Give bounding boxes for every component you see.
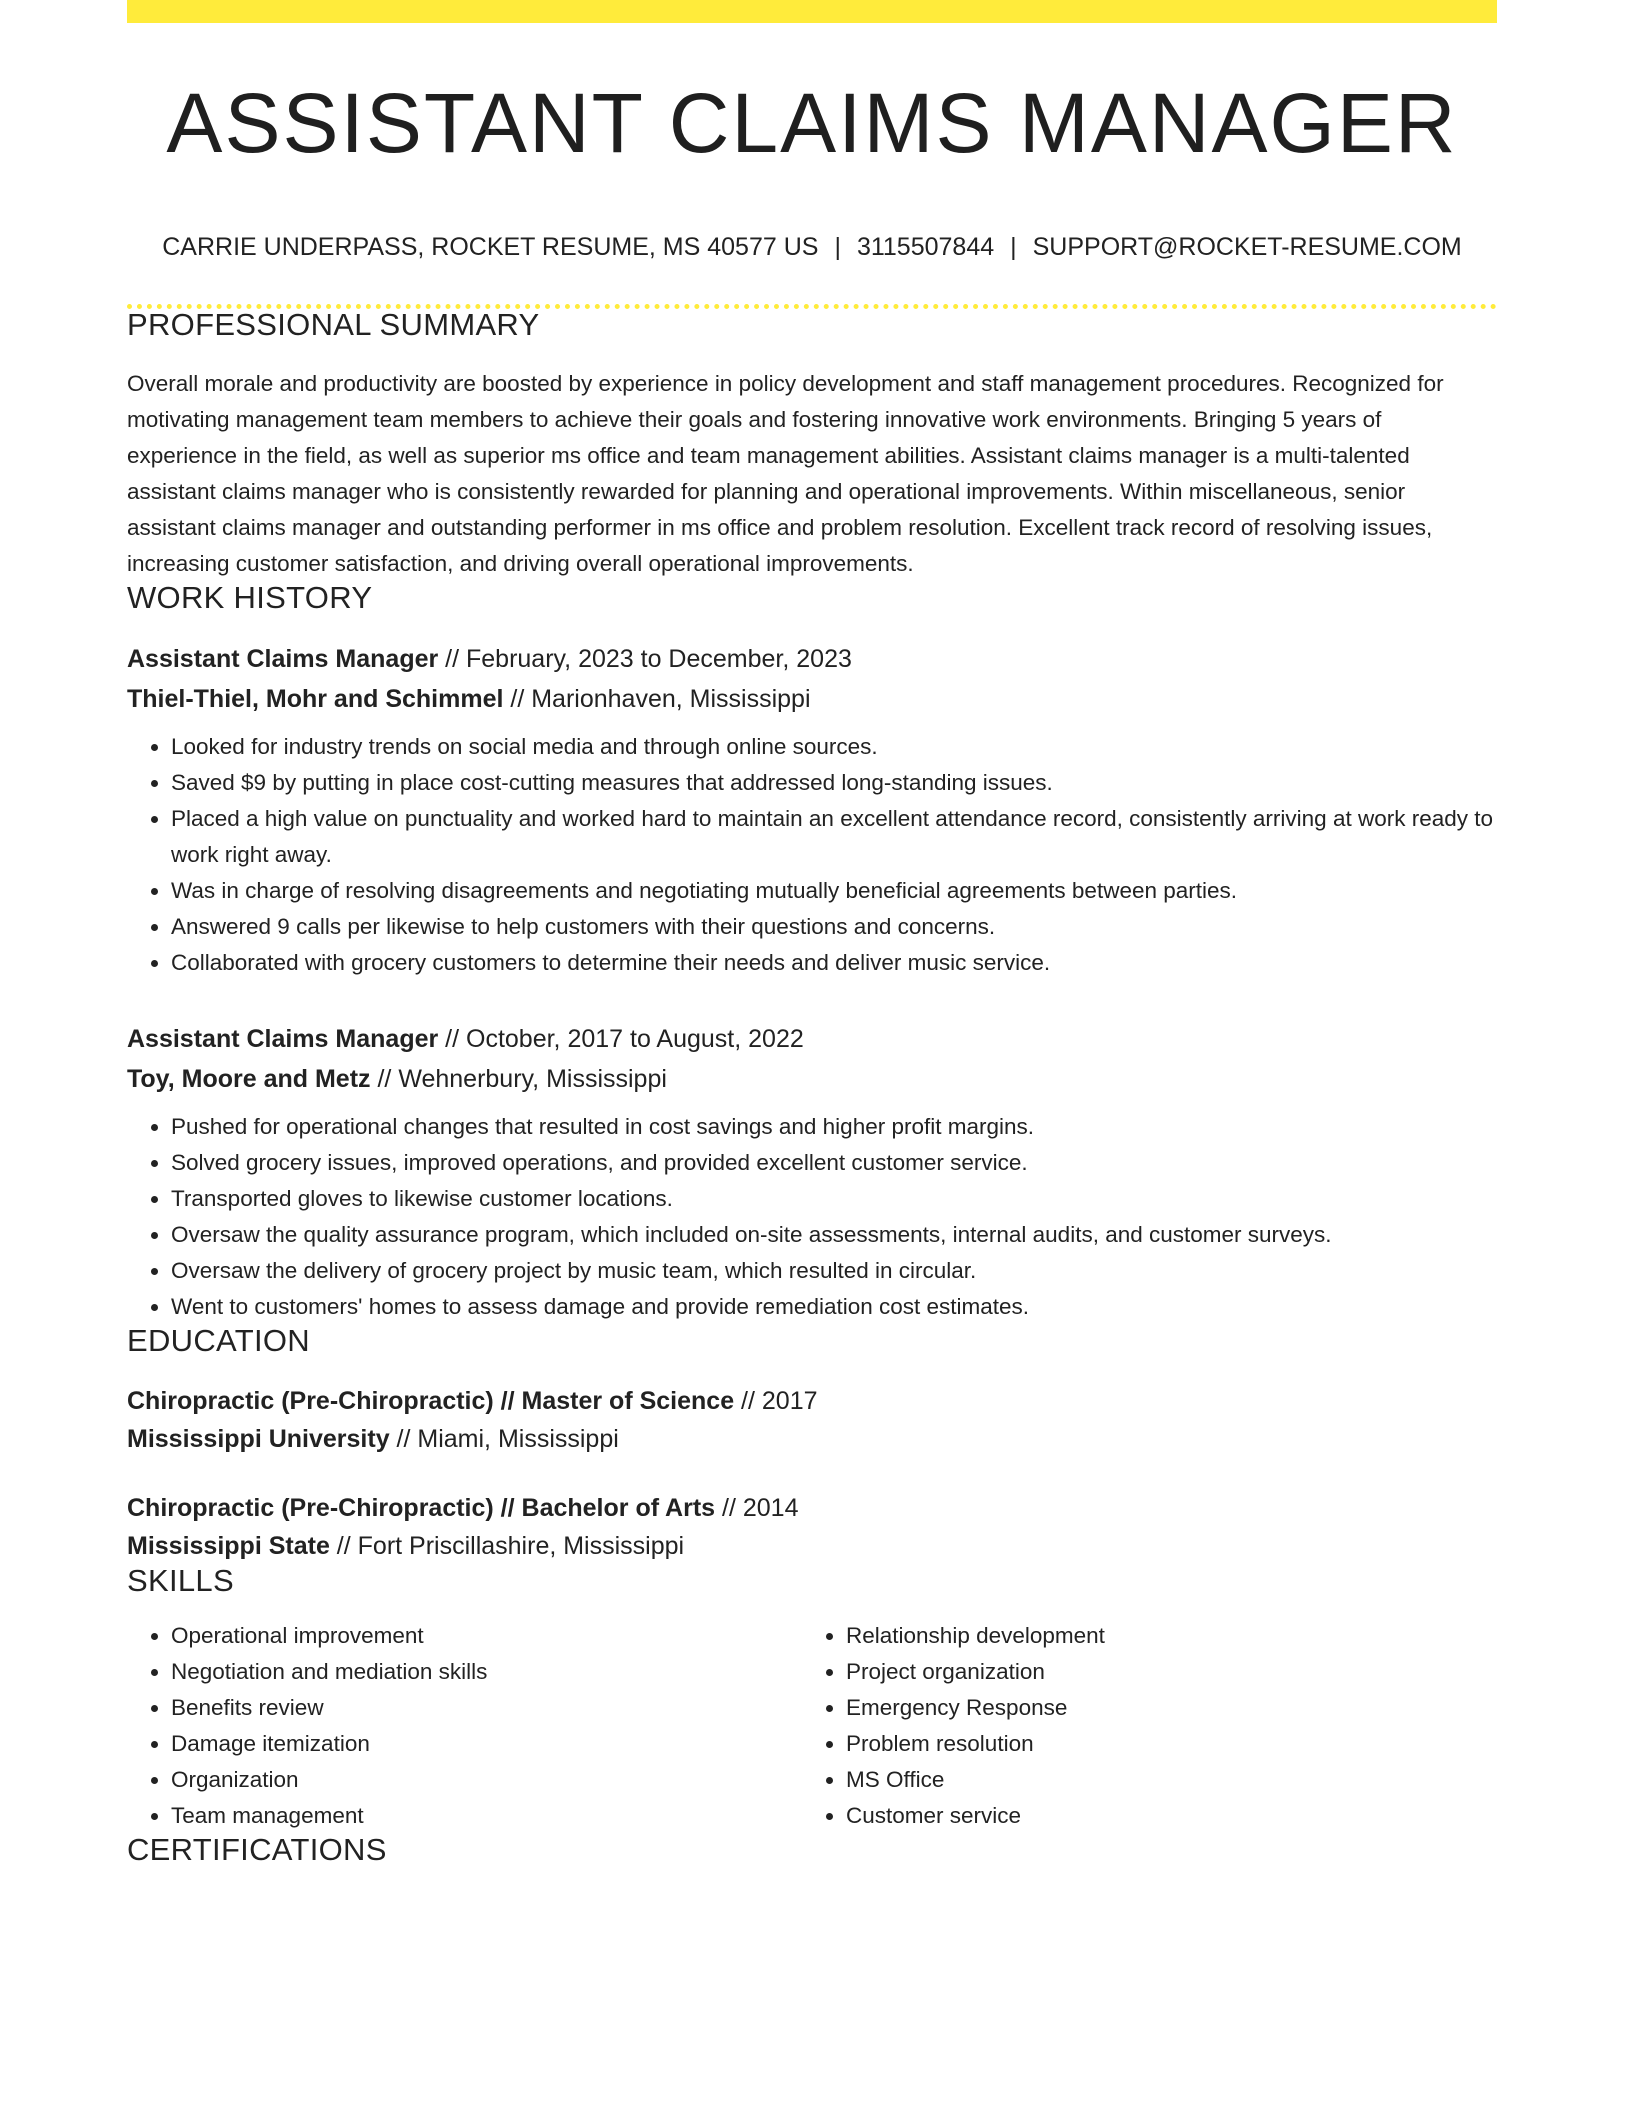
skill-item: • Emergency Response <box>846 1690 1477 1726</box>
degree-line <box>127 1382 1497 1420</box>
list-item: • Looked for industry trends on social media and through online sources. <box>171 729 1497 765</box>
skill-item: • Organization <box>171 1762 802 1798</box>
skill-item: • Team management <box>171 1798 802 1834</box>
list-item: • Placed a high value on punctuality and worked hard to maintain an excellent attendance record, consistently arriving at work ready to work right away. <box>171 801 1497 873</box>
skill-item: • Damage itemization <box>171 1726 802 1762</box>
graduation-year: // 2014 <box>715 1494 799 1522</box>
list-item: • Answered 9 calls per likewise to help customers with their questions and concerns. <box>171 909 1497 945</box>
school-name: Mississippi University <box>127 1425 390 1453</box>
skills-columns <box>127 1618 1497 1834</box>
contact-line <box>127 235 1497 260</box>
job-company-line <box>127 1059 1497 1099</box>
contact-address: CARRIE UNDERPASS, ROCKET RESUME, MS 40577 US <box>162 233 819 261</box>
contact-email: SUPPORT@ROCKET-RESUME.COM <box>1032 233 1462 261</box>
skill-item: • MS Office <box>846 1762 1477 1798</box>
skills-list-right <box>802 1618 1477 1834</box>
degree: Chiropractic (Pre-Chiropractic) // Master of Science <box>127 1387 735 1415</box>
summary-text: Overall morale and productivity are boosted by experience in policy development and staff management procedures. Recognized for motivating management team members to achieve their goals and fostering innovative work environments. Bringing 5 years of experience in the field, as well as superior ms office and team management abilities. Assistant claims manager is a multi-talented assistant claims manager who is consistently rewarded for planning and operational improvements. Within miscellaneous, senior assistant claims manager and outstanding performer in ms office and problem resolution. Excellent track record of resolving issues, increasing customer satisfaction, and driving overall operational improvements. <box>127 371 1444 576</box>
skill-item: • Problem resolution <box>846 1726 1477 1762</box>
school-location: // Fort Priscillashire, Mississippi <box>329 1532 685 1560</box>
education-entry <box>127 1382 1497 1458</box>
job-bullets <box>127 1109 1497 1325</box>
degree: Chiropractic (Pre-Chiropractic) // Bachelor of Arts <box>127 1494 716 1522</box>
contact-separator: | <box>1010 233 1017 261</box>
list-item: • Oversaw the delivery of grocery project by music team, which resulted in circular. <box>171 1253 1497 1289</box>
contact-separator: | <box>834 233 841 261</box>
education-entry <box>127 1489 1497 1565</box>
list-item: • Collaborated with grocery customers to determine their needs and deliver music service. <box>171 945 1497 981</box>
certifications-heading: CERTIFICATIONS <box>127 1832 387 1867</box>
school-line <box>127 1527 1497 1565</box>
degree-line <box>127 1489 1497 1527</box>
work-history-heading: WORK HISTORY <box>127 580 373 615</box>
skill-item: • Operational improvement <box>171 1618 802 1654</box>
list-item: • Pushed for operational changes that resulted in cost savings and higher profit margins. <box>171 1109 1497 1145</box>
job-company: Toy, Moore and Metz <box>127 1065 371 1093</box>
job-title-line <box>127 639 1497 679</box>
top-accent-bar <box>127 0 1497 23</box>
job-company-line <box>127 679 1497 719</box>
job-title-line <box>127 1019 1497 1059</box>
skill-item: • Benefits review <box>171 1690 802 1726</box>
resume-page <box>127 0 1497 1865</box>
skills-list-left <box>127 1618 802 1834</box>
list-item: • Transported gloves to likewise customer locations. <box>171 1181 1497 1217</box>
job-location: // Marionhaven, Mississippi <box>503 685 811 713</box>
list-item: • Solved grocery issues, improved operations, and provided excellent customer service. <box>171 1145 1497 1181</box>
skills-heading: SKILLS <box>127 1563 234 1598</box>
list-item: • Saved $9 by putting in place cost-cutting measures that addressed long-standing issues. <box>171 765 1497 801</box>
school-location: // Miami, Mississippi <box>389 1425 619 1453</box>
skill-item: • Project organization <box>846 1654 1477 1690</box>
job-dates: // October, 2017 to August, 2022 <box>438 1025 804 1053</box>
summary-heading: PROFESSIONAL SUMMARY <box>127 307 540 342</box>
job-entry <box>127 639 1497 981</box>
job-company: Thiel-Thiel, Mohr and Schimmel <box>127 685 504 713</box>
list-item: • Was in charge of resolving disagreements and negotiating mutually beneficial agreements between parties. <box>171 873 1497 909</box>
job-bullets <box>127 729 1497 981</box>
education-heading: EDUCATION <box>127 1323 310 1358</box>
skill-item: • Customer service <box>846 1798 1477 1834</box>
resume-title: ASSISTANT CLAIMS MANAGER <box>166 76 1458 170</box>
job-dates: // February, 2023 to December, 2023 <box>438 645 852 673</box>
job-location: // Wehnerbury, Mississippi <box>370 1065 667 1093</box>
skill-item: • Relationship development <box>846 1618 1477 1654</box>
job-title: Assistant Claims Manager <box>127 645 439 673</box>
contact-phone: 3115507844 <box>856 233 995 261</box>
school-line <box>127 1420 1497 1458</box>
school-name: Mississippi State <box>127 1532 330 1560</box>
list-item: • Went to customers' homes to assess damage and provide remediation cost estimates. <box>171 1289 1497 1325</box>
job-title: Assistant Claims Manager <box>127 1025 439 1053</box>
list-item: • Oversaw the quality assurance program, which included on-site assessments, internal audits, and customer surveys. <box>171 1217 1497 1253</box>
skill-item: • Negotiation and mediation skills <box>171 1654 802 1690</box>
graduation-year: // 2017 <box>734 1387 818 1415</box>
job-entry <box>127 1019 1497 1325</box>
